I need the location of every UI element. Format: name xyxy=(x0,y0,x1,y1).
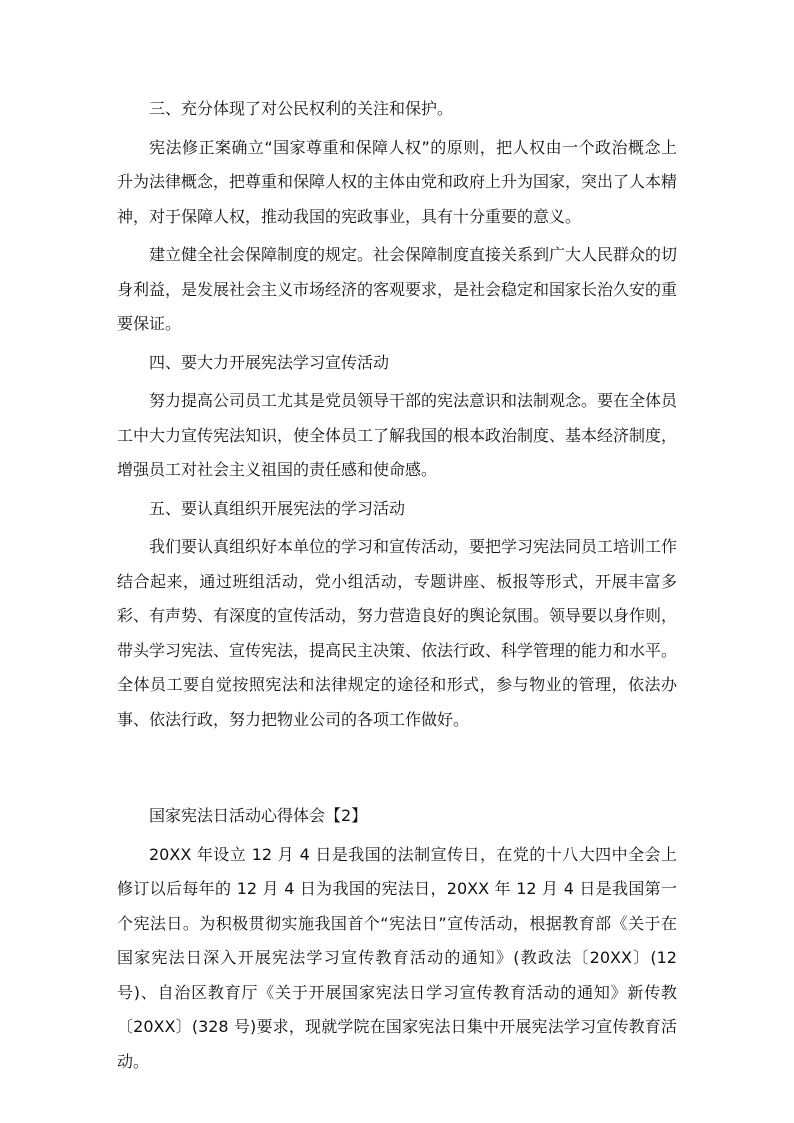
article-title: 国家宪法日活动心得体会【2】 xyxy=(149,806,368,825)
paragraph: 努力提高公司员工尤其是党员领导干部的宪法意识和法制观念。要在全体员工中大力宣传宪法知识，使全体员工了解我国的根本政治制度、基本经济制度，增强员工对社会主义祖国的责任感和使命感。 xyxy=(117,391,678,479)
paragraph: 建立健全社会保障制度的规定。社会保障制度直接关系到广大人民群众的切身利益，是发展社会主义市场经济的客观要求，是社会稳定和国家长治久安的重要保证。 xyxy=(117,245,678,333)
paragraph: 20XX 年设立 12 月 4 日是我国的法制宣传日，在党的十八大四中全会上修订以后每年的 12 月 4 日为我国的宪法日，20XX 年 12 月 4 日是我国第一个宪法日。为积极贯彻实施我国首个“宪法日”宣传活动，根据教育部《关于在国家宪法日深入开展宪法学习宣传教育活动的通知》(教政法〔20XX〕(12 号)、自治区教育厅《关于开展国家宪法日学习宣传教育活动的通知》新传教〔20XX〕(328 号)要求，现就学院在国家宪法日集中开展宪法学习宣传教育活动。 xyxy=(117,844,677,1071)
paragraph: 我们要认真组织好本单位的学习和宣传活动，要把学习宪法同员工培训工作结合起来，通过班组活动，党小组活动，专题讲座、板报等形式，开展丰富多彩、有声势、有深度的宣传活动，努力营造良好的舆论氛围。领导要以身作则，带头学习宪法、宣传宪法，提高民主决策、依法行政、科学管理的能力和水平。全体员工要自觉按照宪法和法律规定的途径和形式，参与物业的管理，依法办事、依法行政，努力把物业公司的各项工作做好。 xyxy=(117,537,678,729)
paragraph: 宪法修正案确立“国家尊重和保障人权”的原则，把人权由一个政治概念上升为法律概念，把尊重和保障人权的主体由党和政府上升为国家，突出了人本精神，对于保障人权，推动我国的宪政事业，具有十分重要的意义。 xyxy=(117,137,678,226)
section-spacer xyxy=(117,737,677,799)
section-heading-3: 三、充分体现了对公民权利的关注和保护。 xyxy=(149,99,454,118)
section-heading-4: 四、要大力开展宪法学习宣传活动 xyxy=(149,352,390,372)
section-heading-5: 五、要认真组织开展宪法的学习活动 xyxy=(149,498,406,518)
document-body xyxy=(117,92,677,1079)
